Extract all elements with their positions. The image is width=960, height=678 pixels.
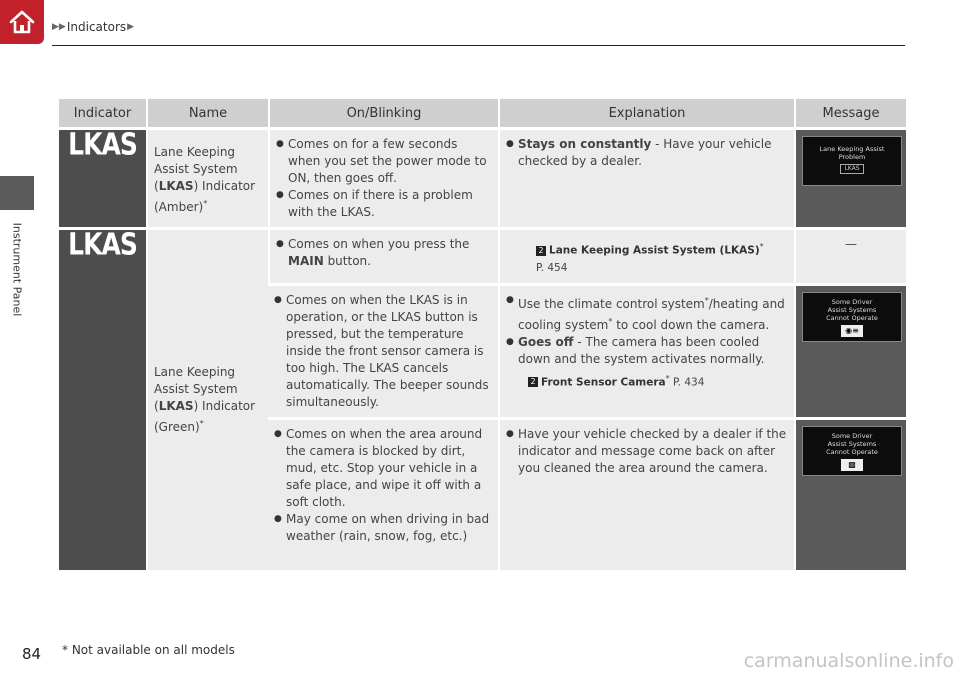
message-display-lkas-problem: Lane Keeping Assist Problem LKAS	[802, 136, 902, 186]
lkas-green-message-2	[794, 286, 906, 417]
table-row-lkas-amber	[59, 130, 906, 227]
list-item: ● Comes on for a few seconds when you set the power mode to ON, then goes off.	[288, 136, 492, 187]
lkas-green-on-blinking-3	[268, 420, 498, 570]
home-icon	[8, 9, 36, 35]
section-tab-marker[interactable]	[0, 176, 34, 210]
list-item: ● Stays on constantly - Have your vehicle checked by a dealer.	[518, 136, 788, 170]
section-label: Instrument Panel	[10, 222, 24, 316]
home-button[interactable]	[0, 0, 44, 44]
lkas-amber-icon: LKAS	[68, 127, 137, 162]
col-header-on-blinking: On/Blinking	[268, 99, 498, 127]
lkas-green-on-blinking-2	[268, 286, 498, 417]
col-header-indicator: Indicator	[59, 99, 146, 127]
reference-arrow-icon: 2	[528, 377, 538, 387]
lkas-amber-name: Lane Keeping Assist System (LKAS) Indicator (Amber)*	[146, 130, 268, 227]
breadcrumb-link-indicators[interactable]: Indicators	[66, 20, 127, 34]
list-item: ● Use the climate control system*/heating and cooling system* to cool down the camera.	[518, 292, 788, 334]
footnote: * Not available on all models	[62, 643, 235, 657]
col-header-explanation: Explanation	[498, 99, 794, 127]
camera-temperature-icon: ◉≡	[841, 325, 863, 337]
breadcrumb-arrow-end: ▶	[127, 22, 135, 32]
lkas-green-explanation-2	[498, 286, 794, 417]
list-item: ● Have your vehicle checked by a dealer if the indicator and message come back on after you cleaned the area around the camera.	[518, 426, 788, 477]
col-header-name: Name	[146, 99, 268, 127]
reference-link-lkas[interactable]: 2 Lane Keeping Assist System (LKAS)* P. 454	[536, 242, 764, 274]
lkas-green-explanation-3	[498, 420, 794, 570]
indicator-table	[59, 96, 906, 573]
list-item: ● Comes on when you press the MAIN button.	[288, 236, 492, 270]
breadcrumb	[52, 20, 134, 34]
lkas-green-message-3	[794, 420, 906, 570]
table-header-row	[59, 99, 906, 127]
list-item: ● Comes on if there is a problem with the LKAS.	[288, 187, 492, 221]
list-item: ● Comes on when the area around the camera is blocked by dirt, mud, etc. Stop your vehicle in a safe place, and wipe it off with a soft cloth.	[286, 426, 492, 511]
header-divider	[52, 45, 905, 46]
list-item: ● Comes on when the LKAS is in operation, or the LKAS button is pressed, but the temperature inside the front sensor camera is too high. The LKAS cancels automatically. The beeper sounds simultaneously.	[286, 292, 492, 411]
lkas-green-indicator	[59, 227, 146, 570]
reference-arrow-icon: 2	[536, 246, 546, 256]
breadcrumb-arrows: ▶▶	[52, 22, 66, 32]
list-item: ● Goes off - The camera has been cooled down and the system activates normally.	[518, 334, 788, 368]
lkas-amber-indicator	[59, 127, 146, 227]
lkas-green-name: Lane Keeping Assist System (LKAS) Indicator (Green)*	[146, 230, 268, 570]
lkas-green-icon: LKAS	[68, 227, 137, 262]
lkas-green-message-1: —	[794, 230, 906, 283]
list-item: ● May come on when driving in bad weather (rain, snow, fog, etc.)	[286, 511, 492, 545]
table-row-lkas-green-1	[59, 230, 906, 283]
lkas-green-explanation-1	[498, 230, 794, 283]
message-display-camera-temperature: Some Driver Assist Systems Cannot Operate ◉≡	[802, 292, 902, 342]
camera-blocked-icon: ▩	[841, 459, 863, 471]
col-header-message: Message	[794, 99, 906, 127]
lkas-tag: LKAS	[840, 164, 863, 174]
lkas-amber-message	[794, 130, 906, 227]
lkas-amber-explanation	[498, 130, 794, 227]
lkas-amber-on-blinking	[268, 130, 498, 227]
message-display-camera-blocked: Some Driver Assist Systems Cannot Operate ▩	[802, 426, 902, 476]
reference-link-front-sensor-camera[interactable]: 2 Front Sensor Camera* P. 434	[506, 370, 788, 392]
lkas-green-on-blinking-1	[268, 230, 498, 283]
watermark: carmanualsonline.info	[743, 650, 954, 672]
page-number: 84	[22, 645, 42, 663]
